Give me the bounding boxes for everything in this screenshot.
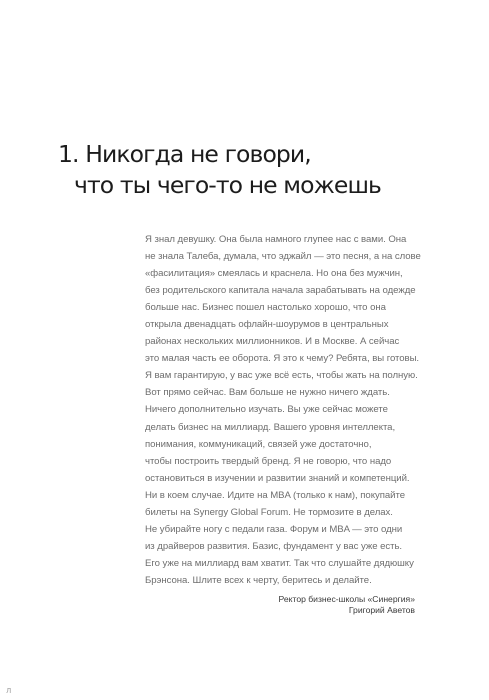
- chapter-title: [58, 139, 381, 201]
- chapter-title-line-1: 1. Никогда не говори,: [58, 140, 311, 168]
- epigraph-line: Вот прямо сейчас. Вам больше не нужно ничего ждать.: [145, 387, 390, 399]
- epigraph: [145, 231, 421, 617]
- epigraph-line: понимания, коммуникаций, связей уже достаточно,: [145, 438, 372, 450]
- epigraph-line: не знала Талеба, думала, что эджайл — это песня, а на слове: [145, 251, 421, 263]
- epigraph-line: Не убирайте ногу с педали газа. Форум и MBA — это одни: [145, 523, 403, 535]
- epigraph-line: больше нас. Бизнес пошел настолько хорошо, что она: [145, 302, 386, 314]
- attribution-role: Ректор бизнес-школы «Синергия»: [278, 593, 415, 604]
- epigraph-line: из драйверов развития. Базис, фундамент у вас уже есть.: [145, 540, 403, 552]
- epigraph-text: [145, 231, 421, 589]
- chapter-title-line-2: что ты чего-то не можешь: [74, 171, 381, 199]
- corner-mark: Л: [6, 687, 12, 695]
- epigraph-line: делать бизнес на миллиард. Вашего уровня интеллекта,: [145, 421, 396, 433]
- epigraph-line: открыла двенадцать офлайн-шоурумов в центральных: [145, 319, 389, 331]
- epigraph-line: районах нескольких миллионников. И в Москве. А сейчас: [145, 336, 400, 348]
- epigraph-line: это малая часть ее оборота. Я это к чему? Ребята, вы готовы.: [145, 353, 420, 365]
- epigraph-line: «фасилитация» смеялась и краснела. Но она без мужчин,: [145, 268, 403, 280]
- epigraph-line: Ничего дополнительно изучать. Вы уже сейчас можете: [145, 404, 388, 416]
- epigraph-attribution: [145, 594, 415, 617]
- epigraph-line: Ни в коем случае. Идите на MBA (только к нам), покупайте: [145, 489, 405, 501]
- epigraph-line: Я вам гарантирую, у вас уже всё есть, чтобы жать на полную.: [145, 370, 418, 382]
- epigraph-line: билеты на Synergy Global Forum. Не тормозите в делах.: [145, 506, 393, 518]
- epigraph-line: Брэнсона. Шлите всех к черту, беритесь и делайте.: [145, 574, 372, 586]
- epigraph-line: Его уже на миллиард вам хватит. Так что слушайте дядюшку: [145, 557, 414, 569]
- attribution-name: Григорий Аветов: [348, 605, 415, 616]
- epigraph-line: остановиться в изучении и развитии знаний и компетенций.: [145, 472, 410, 484]
- epigraph-line: Я знал девушку. Она была намного глупее нас с вами. Она: [145, 234, 407, 245]
- epigraph-line: чтобы построить твердый бренд. Я не говорю, что надо: [145, 455, 392, 467]
- epigraph-line: без родительского капитала начала зарабатывать на одежде: [145, 285, 416, 297]
